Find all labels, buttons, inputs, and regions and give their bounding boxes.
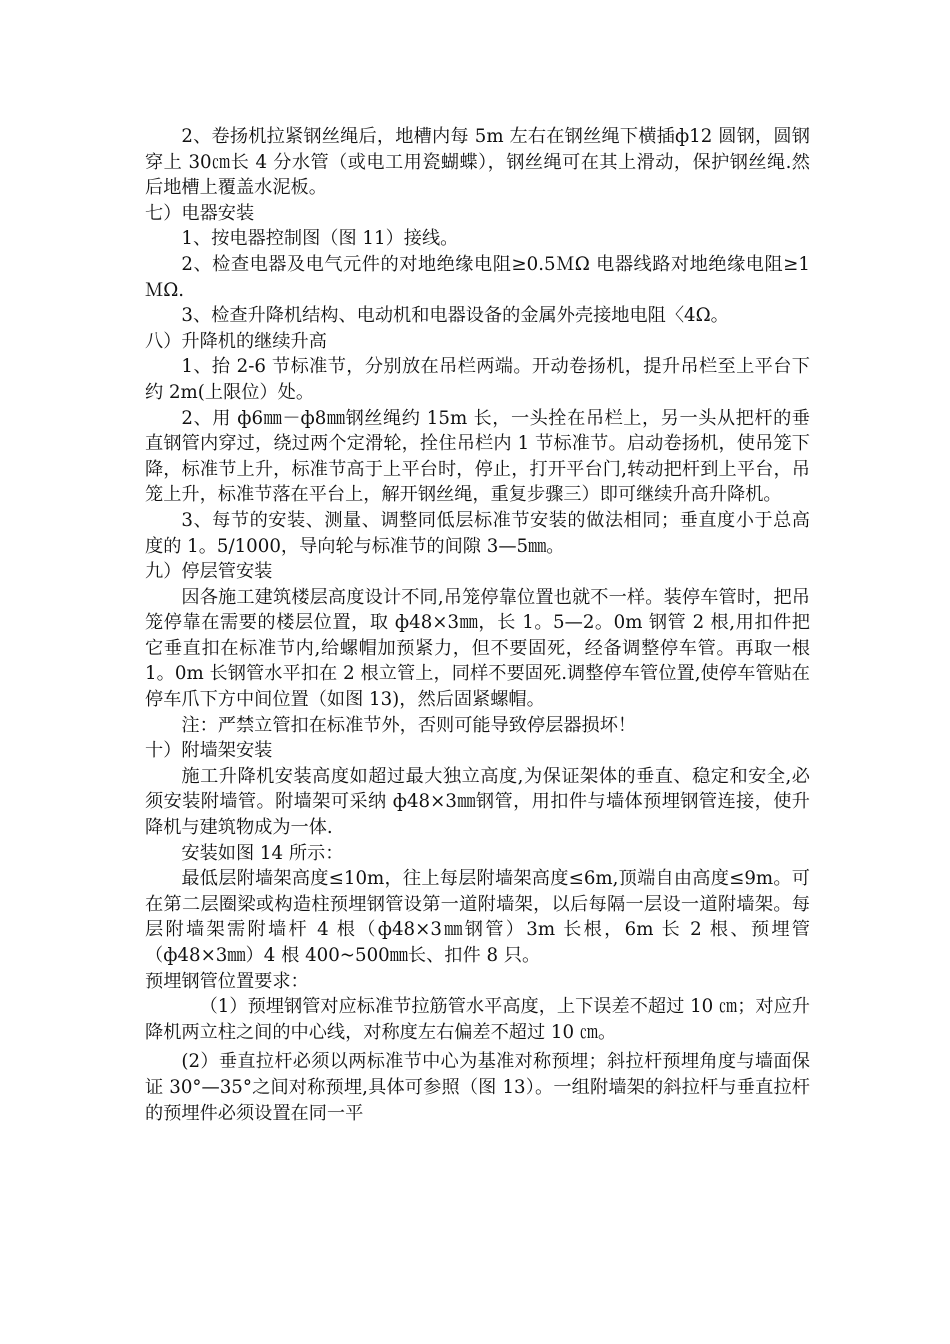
paragraph-embed-req-1: （1）预埋钢管对应标准节拉筋管水平高度，上下误差不超过 10 ㎝；对应升降机两立柱之间的中心线，对称度左右偏差不超过 10 ㎝。 bbox=[145, 996, 810, 1043]
paragraph-embed-req-2: (2）垂直拉杆必须以两标准节中心为基准对称预埋；斜拉杆预埋角度与墙面保证 30°—35°之间对称预埋,具体可参照（图 13）。一组附墙架的斜拉杆与垂直拉杆的预埋件必须设置在同一平 bbox=[145, 1051, 810, 1124]
paragraph-raising-step1: 1、抬 2-6 节标准节，分别放在吊栏两端。开动卷扬机，提升吊栏至上平台下约 2m(上限位）处。 bbox=[145, 356, 810, 403]
section-heading-embed-position: 预埋钢管位置要求： bbox=[145, 970, 309, 992]
paragraph-wiring: 1、按电器控制图（图 11）接线。 bbox=[181, 228, 459, 250]
paragraph-raising-step3: 3、每节的安装、测量、调整同低层标准节安装的做法相同；垂直度小于总高度的 1。5/1000，导向轮与标准节的间隙 3—5㎜。 bbox=[145, 509, 810, 557]
section-heading-wall-bracket: 十）附墙架安装 bbox=[145, 740, 273, 762]
paragraph-grounding: 3、检查升降机结构、电动机和电器设备的金属外壳接地电阻〈4Ω。 bbox=[181, 305, 729, 327]
paragraph-insulation: 2、检查电器及电气元件的对地绝缘电阻≥0.5ＭΩ 电器线路对地绝缘电阻≥1ＭΩ. bbox=[145, 253, 810, 301]
section-heading-electrical: 七）电器安装 bbox=[145, 202, 255, 224]
paragraph-raising-step2: 2、用 ф6㎜－ф8㎜钢丝绳约 15m 长，一头拴在吊栏上，另一头从把杆的垂直钢管内穿过，绕过两个定滑轮，拴住吊栏内 1 节标准节。启动卷扬机，使吊笼下降，标准节上升，标准节高于上平台时，停止，打开平台门,转动把杆到上平台，吊笼上升，标准节落在平台上，解开钢丝绳，重复步骤三）即可继续升高升降机。 bbox=[145, 407, 810, 506]
document-page bbox=[145, 124, 810, 1126]
section-heading-raising: 八）升降机的继续升高 bbox=[145, 330, 327, 352]
paragraph-warning-note: 注：严禁立管扣在标准节外，否则可能导致停层器损坏！ bbox=[181, 714, 637, 736]
paragraph-wall-bracket: 施工升降机安装高度如超过最大独立高度,为保证架体的垂直、稳定和安全,必须安装附墙管。附墙架可采纳 ф48×3㎜钢管，用扣件与墙体预埋钢管连接，使升降机与建筑物成为一体. bbox=[145, 765, 810, 839]
paragraph-figure-ref: 安装如图 14 所示： bbox=[181, 842, 344, 864]
paragraph-wire-rope-protection: 2、卷扬机拉紧钢丝绳后，地槽内每 5m 左右在钢丝绳下横插ф12 圆钢，圆钢穿上 30㎝长 4 分水管（或电工用瓷蝴蝶），钢丝绳可在其上滑动，保护钢丝绳.然后地槽上覆盖水泥板。 bbox=[145, 126, 810, 199]
paragraph-bracket-heights: 最低层附墙架高度≤10m，往上每层附墙架高度≤6m,顶端自由高度≤9m。可在第二层圈梁或构造柱预埋钢管设第一道附墙架，以后每隔一层设一道附墙架。每层附墙架需附墙杆 4 根（ф48×3㎜钢管）3m 长根，6m 长 2 根、预埋管（ф48×3㎜）4 根 400~500㎜长、扣件 8 只。 bbox=[145, 868, 810, 966]
paragraph-stop-pipe: 因各施工建筑楼层高度设计不同,吊笼停靠位置也就不一样。装停车管时，把吊笼停靠在需要的楼层位置，取 ф48×3㎜，长 1。5—2。0m 钢管 2 根,用扣件把它垂直扣在标准节内,给螺帽加预紧力，但不要固死，经备调整停车管。再取一根 1。0m 长钢管水平扣在 2 根立管上，同样不要固死.调整停车管位置,使停车管贴在停车爪下方中间位置（如图 13)，然后固紧螺帽。 bbox=[145, 586, 810, 711]
section-heading-stop-pipe: 九）停层管安装 bbox=[145, 561, 273, 583]
